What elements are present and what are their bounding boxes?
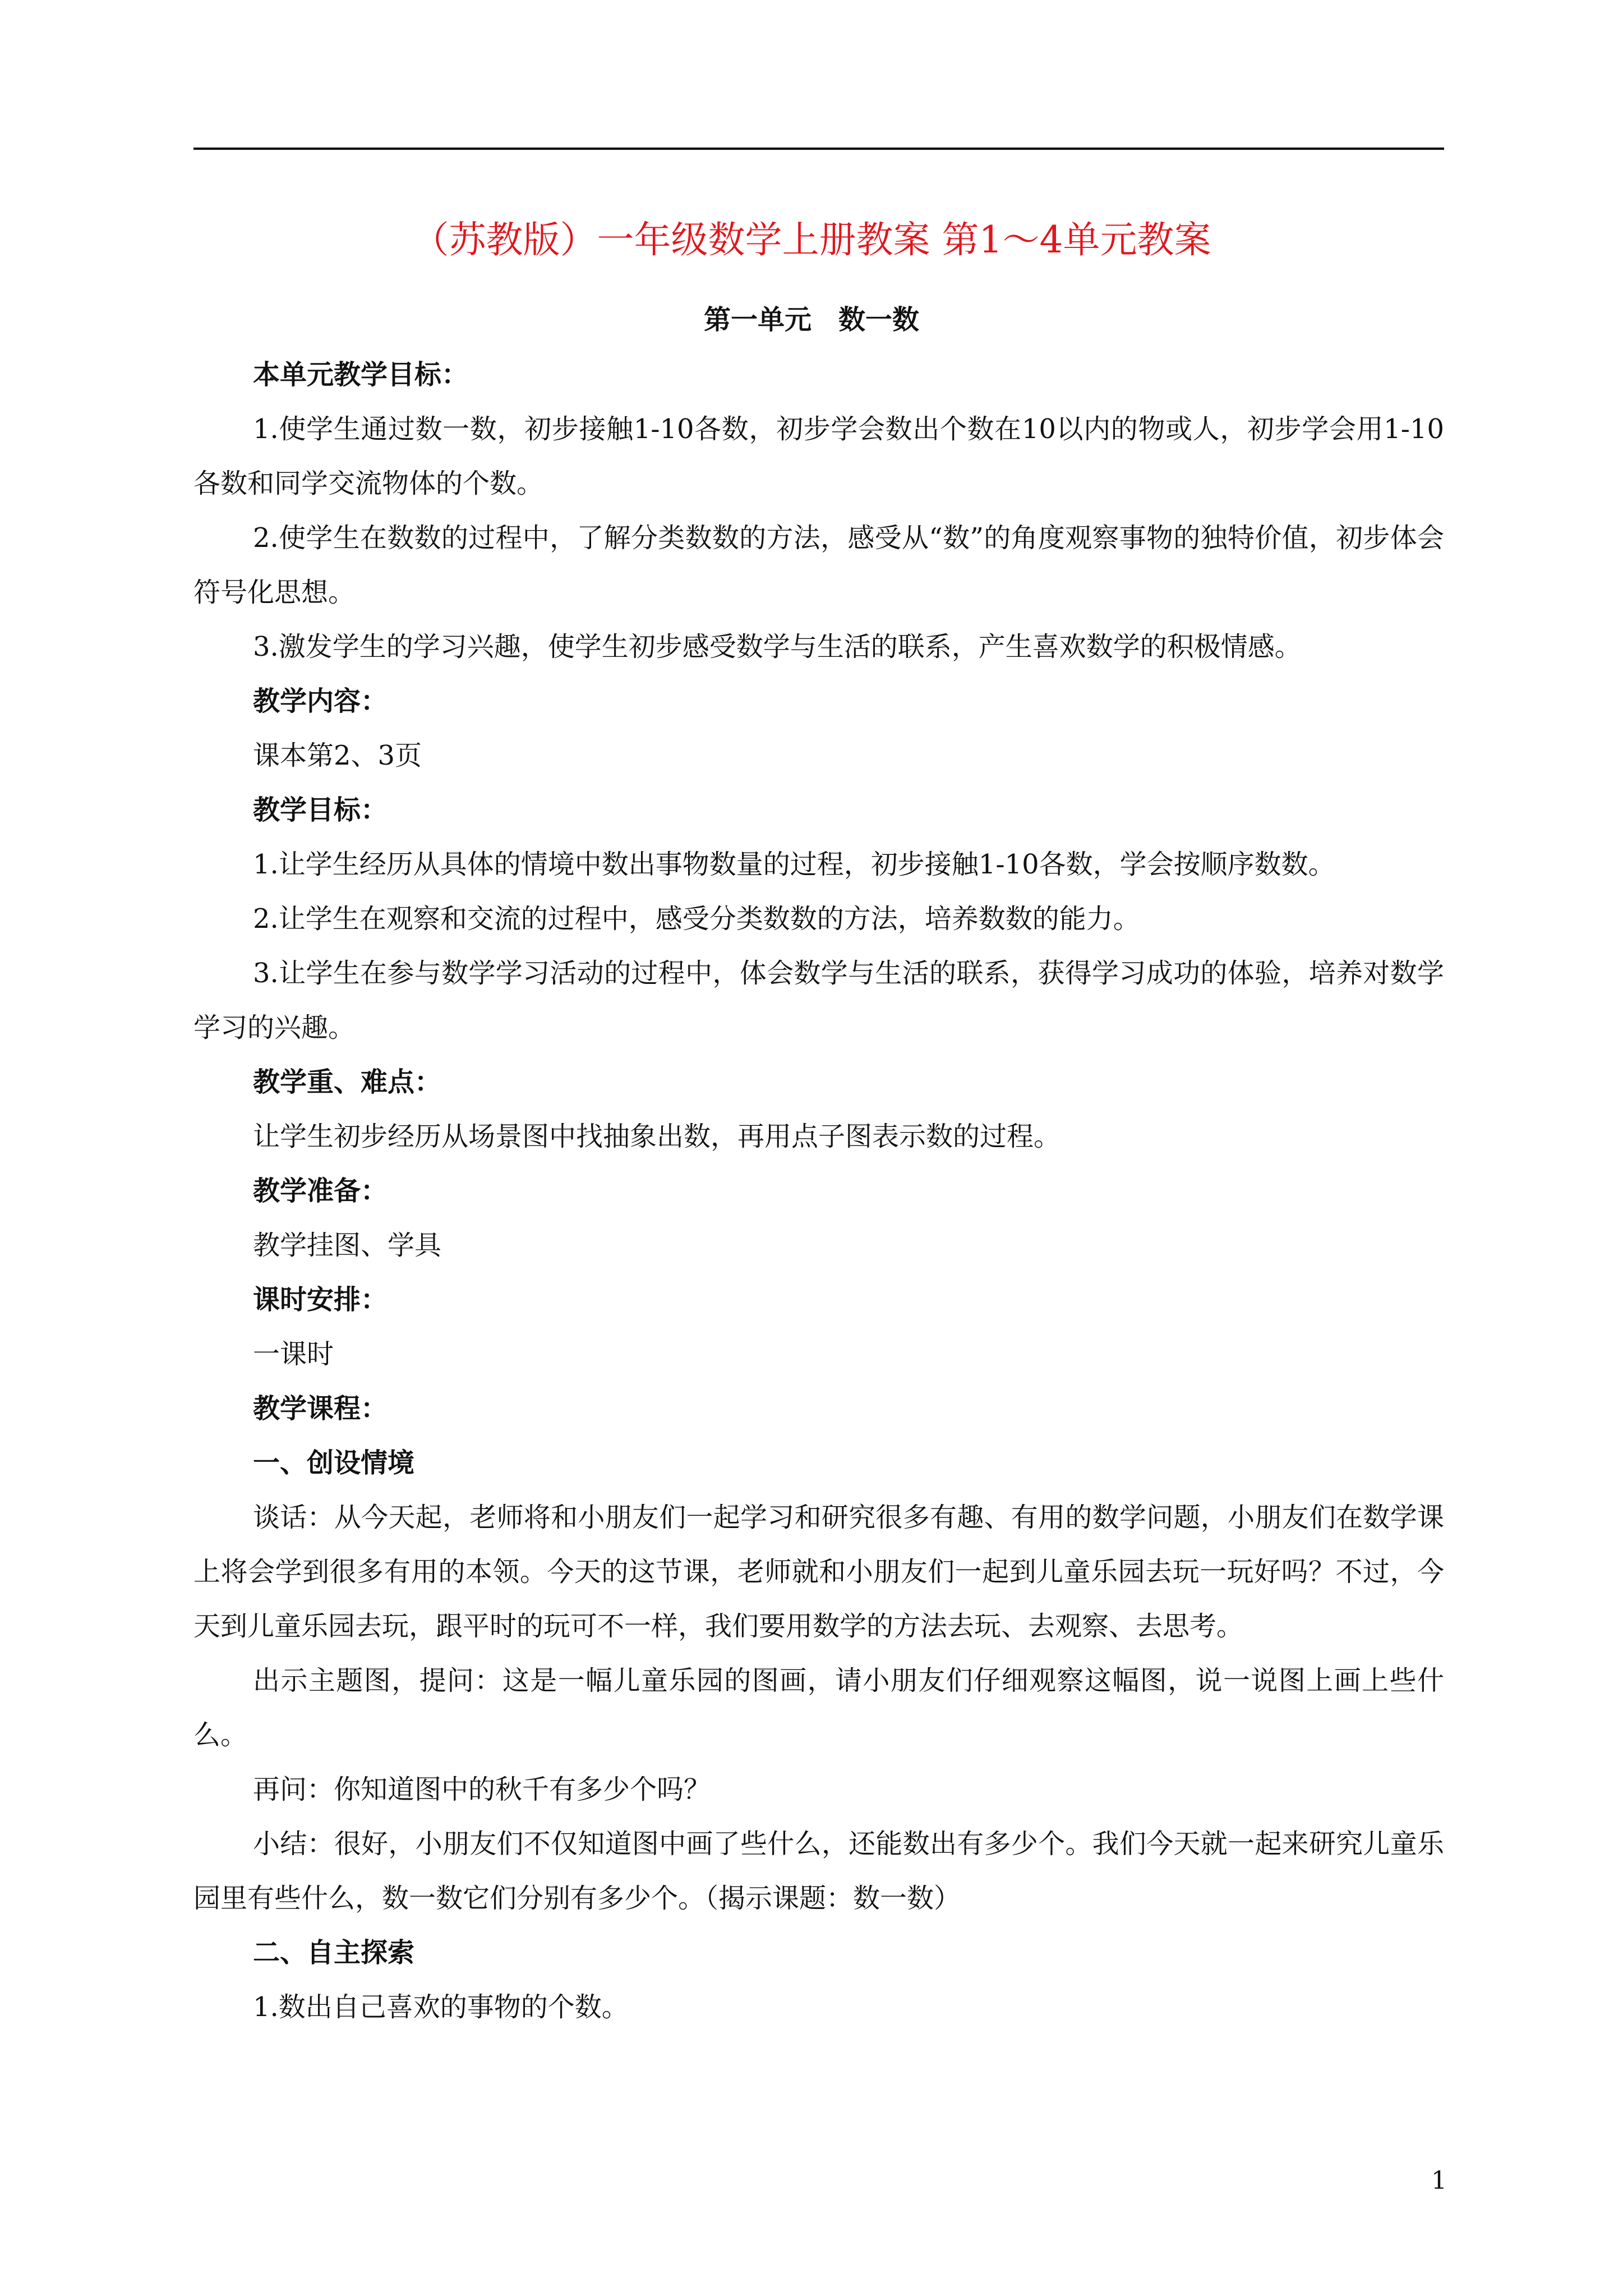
body-paragraph: 小结：很好，小朋友们不仅知道图中画了些什么，还能数出有多少个。我们今天就一起来研究儿童乐园里有些什么，数一数它们分别有多少个。（揭示课题：数一数） xyxy=(193,1828,1444,1914)
body-paragraph: 一课时 xyxy=(253,1338,334,1370)
body-paragraph: 让学生初步经历从场景图中找抽象出数，再用点子图表示数的过程。 xyxy=(253,1121,1061,1152)
document-title: （苏教版）一年级数学上册教案 第1～4单元教案 xyxy=(412,218,1211,261)
section-heading: 教学课程： xyxy=(253,1393,388,1424)
body-paragraph: 2.让学生在观察和交流的过程中，感受分类数数的方法，培养数数的能力。 xyxy=(253,903,1140,935)
section-heading: 教学内容： xyxy=(253,685,388,717)
body-paragraph: 1.使学生通过数一数，初步接触1-10各数，初步学会数出个数在10以内的物或人，初步学会用1-10各数和同学交流物体的个数。 xyxy=(193,413,1444,499)
body-paragraph: 教学挂图、学具 xyxy=(253,1230,442,1261)
body-paragraph: 课本第2、3页 xyxy=(253,740,422,771)
section-heading: 课时安排： xyxy=(253,1284,388,1315)
document-body xyxy=(193,348,1444,2035)
section-heading: 教学准备： xyxy=(253,1175,388,1207)
body-paragraph: 3.让学生在参与数学学习活动的过程中，体会数学与生活的联系，获得学习成功的体验，培养对数学学习的兴趣。 xyxy=(193,958,1444,1043)
body-paragraph: 1.数出自己喜欢的事物的个数。 xyxy=(253,1991,629,2023)
body-paragraph: 3.激发学生的学习兴趣，使学生初步感受数学与生活的联系，产生喜欢数学的积极情感。 xyxy=(253,631,1302,662)
section-heading: 教学重、难点： xyxy=(253,1066,442,1098)
section-heading: 本单元教学目标： xyxy=(253,359,469,390)
header-rule xyxy=(193,148,1444,150)
body-paragraph: 1.让学生经历从具体的情境中数出事物数量的过程，初步接触1-10各数，学会按顺序数数。 xyxy=(253,849,1335,880)
page-number: 1 xyxy=(1431,2166,1447,2195)
body-paragraph: 再问：你知道图中的秋千有多少个吗？ xyxy=(253,1774,711,1805)
section-heading: 二、自主探索 xyxy=(253,1937,415,1968)
section-heading: 教学目标： xyxy=(253,794,388,826)
body-paragraph: 2.使学生在数数的过程中，了解分类数数的方法，感受从“数”的角度观察事物的独特价值，初步体会符号化思想。 xyxy=(193,522,1444,608)
unit-heading: 第一单元 数一数 xyxy=(703,304,919,335)
body-paragraph: 出示主题图，提问：这是一幅儿童乐园的图画，请小朋友们仔细观察这幅图，说一说图上画上些什么。 xyxy=(193,1665,1444,1751)
body-paragraph: 谈话：从今天起，老师将和小朋友们一起学习和研究很多有趣、有用的数学问题，小朋友们在数学课上将会学到很多有用的本领。今天的这节课，老师就和小朋友们一起到儿童乐园去玩一玩好吗？不过，今天到儿童乐园去玩，跟平时的玩可不一样，我们要用数学的方法去玩、去观察、去思考。 xyxy=(193,1502,1444,1642)
section-heading: 一、创设情境 xyxy=(253,1447,415,1479)
